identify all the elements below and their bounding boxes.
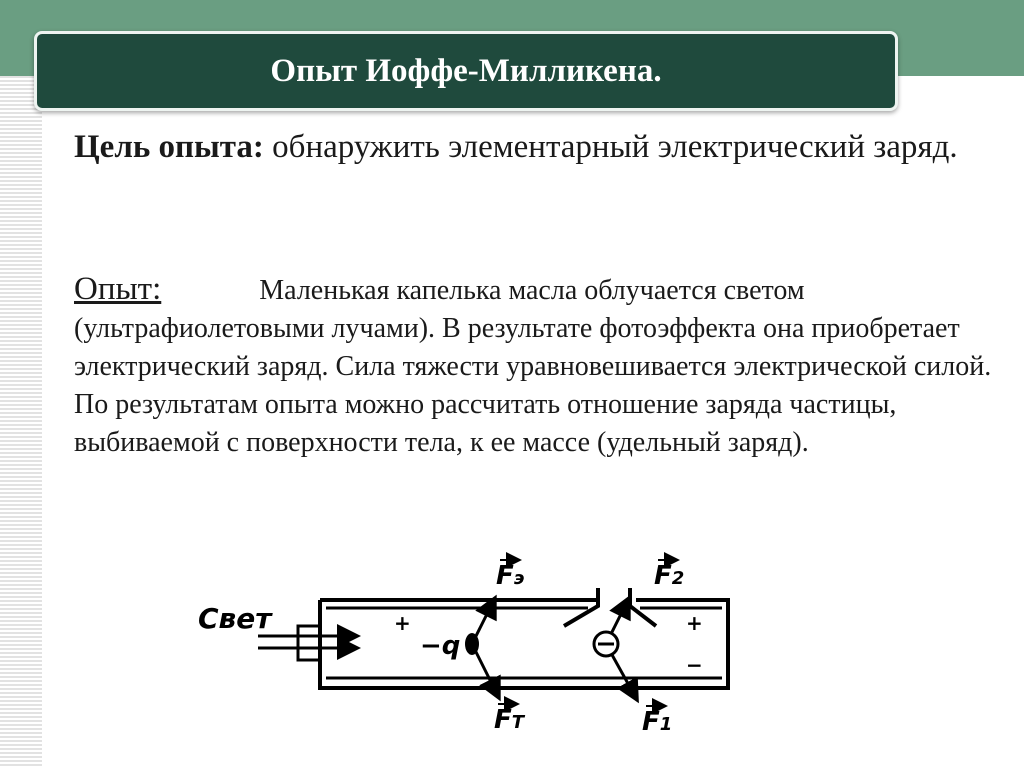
force-f1-sub: 1: [659, 714, 673, 735]
force-f3-sub: э: [513, 568, 525, 589]
minus-right: −: [686, 653, 703, 677]
charged-droplet: [465, 633, 479, 655]
force-f2-sub: 2: [671, 568, 685, 589]
force-ft: F: [494, 705, 512, 735]
goal-paragraph: [74, 124, 974, 170]
experiment-diagram: [180, 548, 780, 748]
title-bar: [34, 31, 898, 111]
experiment-text: Маленькая капелька масла облучается светом (ультрафиолетовыми лучами). В результате фотоэффекта она приобретает электрический заряд. Сила тяжести уравновешивается электрической силой. По результатам опыта можно рассчитать отношение заряда частицы, выбиваемой с поверхности тела, к ее массе (удельный заряд).: [74, 275, 992, 458]
experiment-label: Опыт:: [74, 271, 162, 307]
svg-text:Fэ: [496, 561, 525, 591]
plus-right: +: [686, 611, 703, 635]
svg-text:FT: [494, 705, 526, 735]
goal-text: обнаружить элементарный электрический заряд.: [263, 129, 958, 165]
charge-label: −q: [420, 631, 461, 661]
svg-text:F2: [654, 561, 684, 591]
svg-text:F1: [642, 707, 672, 737]
plus-left: +: [394, 611, 411, 635]
experiment-paragraph: [74, 270, 1004, 462]
tube-outline: [320, 600, 728, 688]
light-window: [298, 626, 320, 660]
force-f2: F: [654, 561, 672, 591]
force-ft-sub: T: [511, 712, 525, 733]
left-stripe-decoration: [0, 76, 42, 768]
light-label: Свет: [198, 602, 272, 635]
force-f3: F: [496, 561, 514, 591]
force-f1: F: [642, 707, 660, 737]
slide-title: Опыт Иоффе-Милликена.: [270, 52, 662, 89]
goal-label: Цель опыта:: [74, 129, 264, 165]
